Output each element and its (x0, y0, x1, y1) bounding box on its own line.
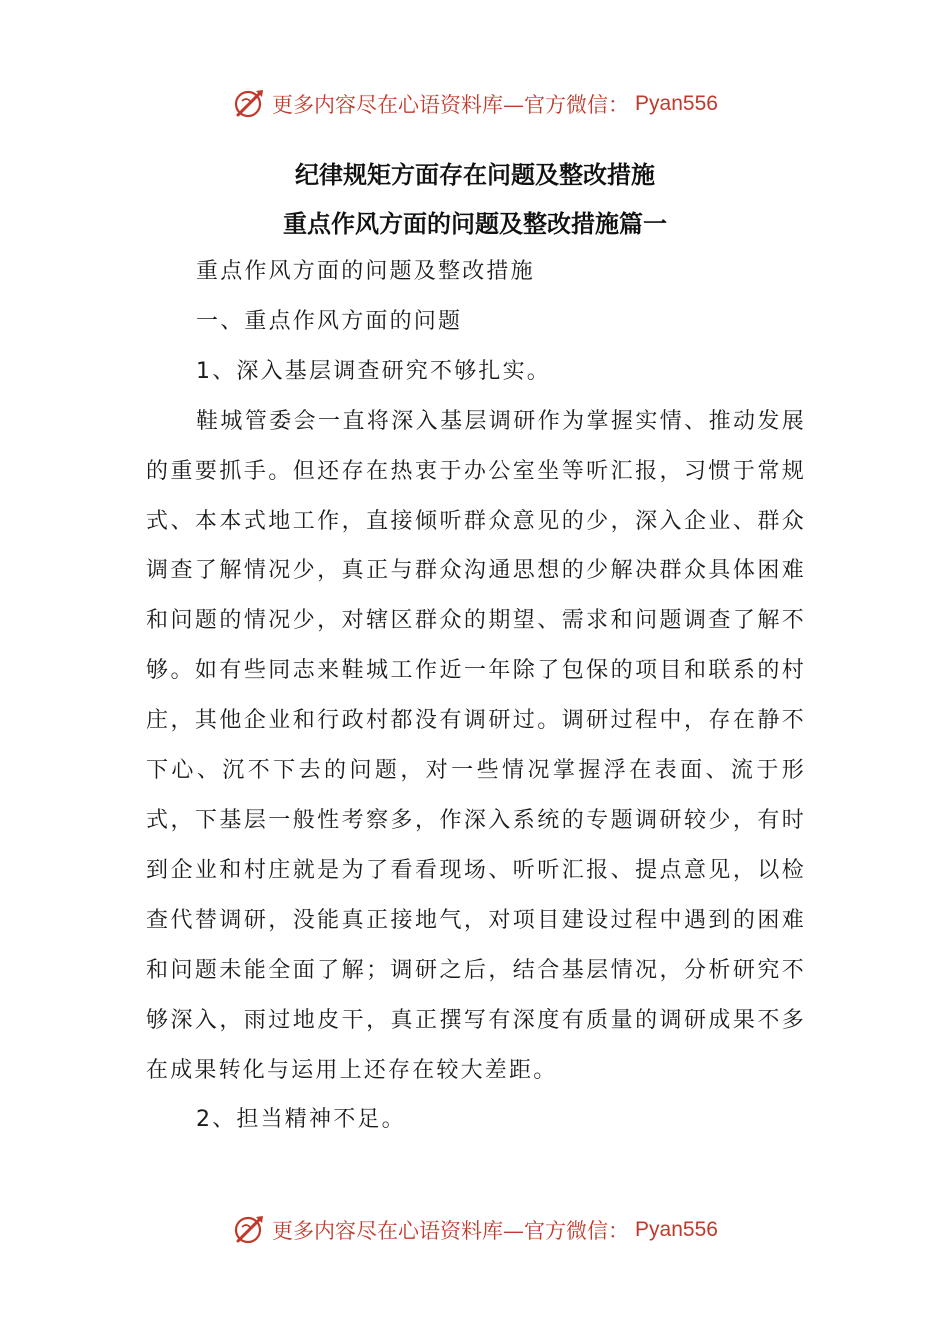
document-title: 纪律规矩方面存在问题及整改措施 (295, 161, 655, 189)
watermark-wechat-id: Pyan556 (635, 1218, 718, 1241)
watermark-wechat-id: Pyan556 (635, 92, 718, 115)
document-subtitle: 重点作风方面的问题及整改措施篇一 (283, 210, 667, 238)
watermark-banner-top (0, 82, 950, 126)
watermark-text: 更多内容尽在心语资料库—官方微信： (272, 1219, 630, 1243)
pen-logo-icon (232, 87, 266, 121)
body-paragraph: 鞋城管委会一直将深入基层调研作为掌握实情、推动发展的重要抓手。但还存在热衷于办公室坐等听汇报，习惯于常规式、本本式地工作，直接倾听群众意见的少，深入企业、群众调查了解情况少，真正与群众沟通思想的少解决群众具体困难和问题的情况少，对辖区群众的期望、需求和问题调查了解不够。如有些同志来鞋城工作近一年除了包保的项目和联系的村庄，其他企业和行政村都没有调研过。调研过程中，存在静不下心、沉不下去的问题，对一些情况掌握浮在表面、流于形式，下基层一般性考察多，作深入系统的专题调研较少，有时到企业和村庄就是为了看看现场、听听汇报、提点意见，以检查代替调研，没能真正接地气，对项目建设过程中遇到的困难和问题未能全面了解；调研之后，结合基层情况，分析研究不够深入，雨过地皮干，真正撰写有深度有质量的调研成果不多在成果转化与运用上还存在较大差距。 (146, 408, 806, 1083)
section-heading: 重点作风方面的问题及整改措施 (196, 259, 535, 284)
pen-logo-icon (232, 1213, 266, 1247)
item-heading: 1、深入基层调查研究不够扎实。 (196, 358, 551, 384)
item-heading: 2、担当精神不足。 (196, 1107, 406, 1133)
section-heading: 一、重点作风方面的问题 (196, 308, 463, 334)
watermark-banner-bottom (0, 1208, 950, 1252)
watermark-text: 更多内容尽在心语资料库—官方微信： (272, 93, 630, 117)
document-body (146, 247, 806, 1145)
